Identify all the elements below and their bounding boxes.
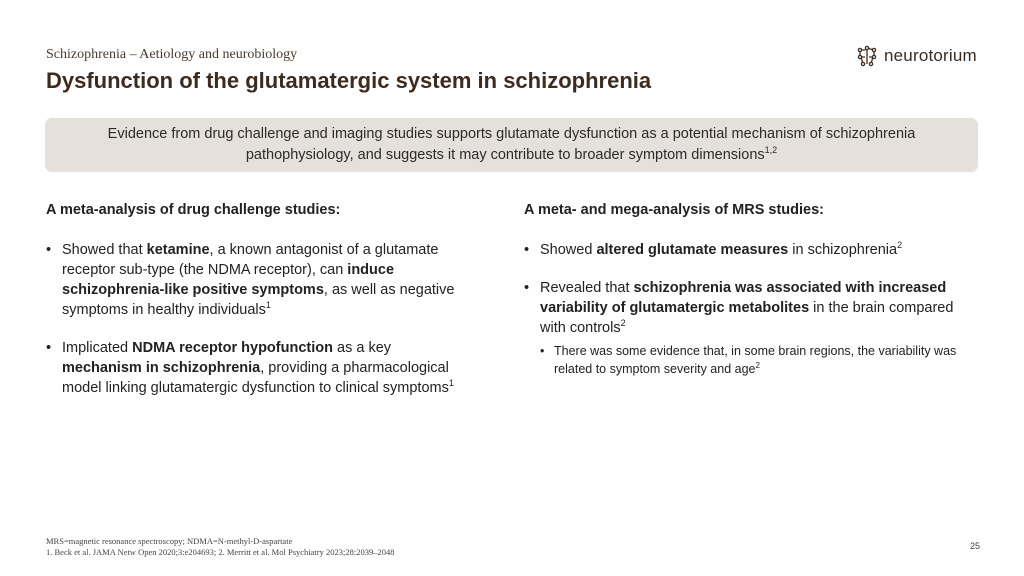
right-column-heading: A meta- and mega-analysis of MRS studies: bbox=[524, 202, 825, 218]
logo-wordmark: neurotorium bbox=[884, 46, 977, 65]
footnotes bbox=[46, 536, 394, 558]
slide-title: Dysfunction of the glutamatergic system in schizophrenia bbox=[46, 68, 652, 93]
references: 1. Beck et al. JAMA Netw Open 2020;3:e204693; 2. Merritt et al. Mol Psychiatry 2023;28:2039–2048 bbox=[46, 547, 395, 557]
left-bullet-ketamine: • Showed that ketamine, a known antagonist of a glutamate receptor sub-type (the NDMA receptor), can induce schizophrenia-like positive symptoms, as well as negative symptoms in healthy individuals$^1$ bbox=[46, 240, 466, 320]
page-number: 25 bbox=[969, 541, 980, 551]
right-column bbox=[524, 202, 974, 380]
key-message-banner bbox=[45, 118, 978, 172]
right-bullet-variability: • Revealed that schizophrenia was associated with increased variability of glutamatergic metabolites in the brain compared with controls$^2$ • There was some evidence that, in some brain regions, the variability was related to symptom severity and age$^2$ bbox=[524, 278, 974, 378]
abbreviations: MRS=magnetic resonance spectroscopy; NDMA=N-methyl-D-aspartate bbox=[46, 536, 293, 546]
banner-text: Evidence from drug challenge and imaging studies supports glutamate dysfunction as a potential mechanism of schizophrenia pathophysiology, and suggests it may contribute to broader symptom dimensions$^{1,2}$ bbox=[107, 126, 916, 163]
left-bullet-ndma: • Implicated NDMA receptor hypofunction as a key mechanism in schizophrenia, providing a pharmacological model linking glutamatergic dysfunction to clinical symptoms$^1$ bbox=[46, 338, 466, 398]
right-bullet-altered-glutamate: • Showed altered glutamate measures in schizophrenia$^2$ bbox=[524, 240, 974, 260]
left-column-heading: A meta-analysis of drug challenge studies: bbox=[46, 202, 341, 218]
left-column bbox=[46, 202, 466, 416]
neurotorium-logo bbox=[856, 44, 977, 68]
section-subtitle: Schizophrenia – Aetiology and neurobiology bbox=[46, 47, 298, 62]
brain-network-icon bbox=[856, 45, 878, 67]
right-sub-bullet-severity: • There was some evidence that, in some brain regions, the variability was related to symptom severity and age$^2$ bbox=[540, 342, 974, 378]
